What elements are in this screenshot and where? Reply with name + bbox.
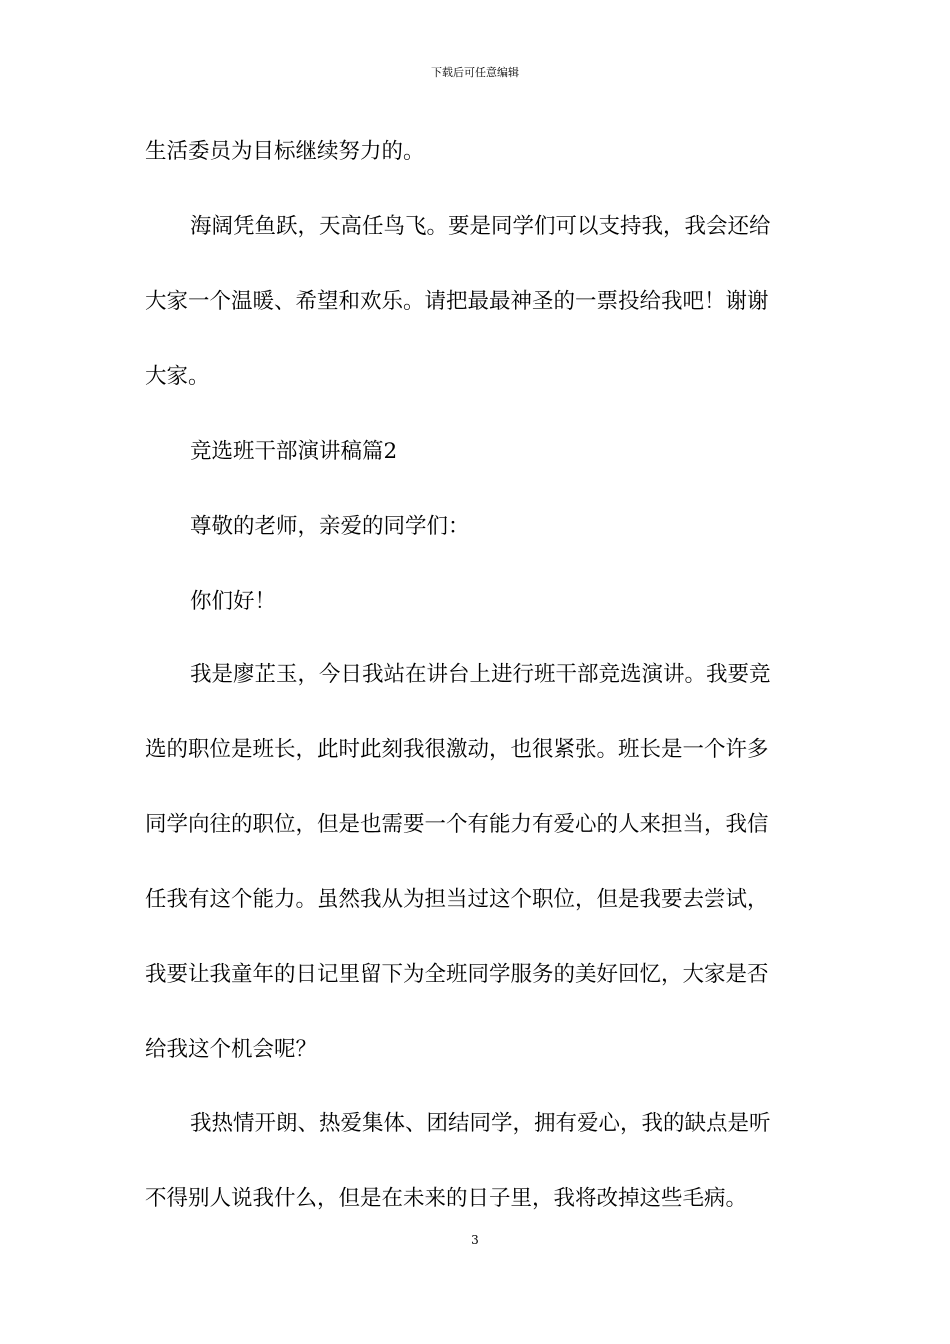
paragraph-line: 我要让我童年的日记里留下为全班同学服务的美好回忆，大家是否 [145,962,769,987]
paragraph-line: 海阔凭鱼跃，天高任鸟飞。要是同学们可以支持我，我会还给 [190,214,771,239]
paragraph-line: 我热情开朗、热爱集体、团结同学，拥有爱心，我的缺点是听 [190,1111,771,1136]
paragraph-line: 大家一个温暖、希望和欢乐。请把最最神圣的一票投给我吧！谢谢 [145,289,769,314]
paragraph-line: 大家。 [145,364,210,389]
page-number: 3 [471,1233,479,1247]
greeting-line: 你们好！ [190,589,277,614]
paragraph-line: 选的职位是班长，此时此刻我很激动，也很紧张。班长是一个许多 [145,737,769,762]
paragraph-line: 生活委员为目标继续努力的。 [145,139,425,164]
paragraph-line: 同学向往的职位，但是也需要一个有能力有爱心的人来担当，我信 [145,812,769,837]
section-title: 竞选班干部演讲稿篇2 [190,439,398,464]
paragraph-line: 任我有这个能力。虽然我从为担当过这个职位，但是我要去尝试， [145,887,769,912]
page-header-note: 下载后可任意编辑 [431,66,519,79]
paragraph-line: 我是廖芷玉，今日我站在讲台上进行班干部竞选演讲。我要竞 [190,662,771,687]
salutation-line: 尊敬的老师，亲爱的同学们： [190,514,470,539]
paragraph-line: 不得别人说我什么，但是在未来的日子里，我将改掉这些毛病。 [145,1186,748,1211]
paragraph-line: 给我这个机会呢？ [145,1037,318,1062]
